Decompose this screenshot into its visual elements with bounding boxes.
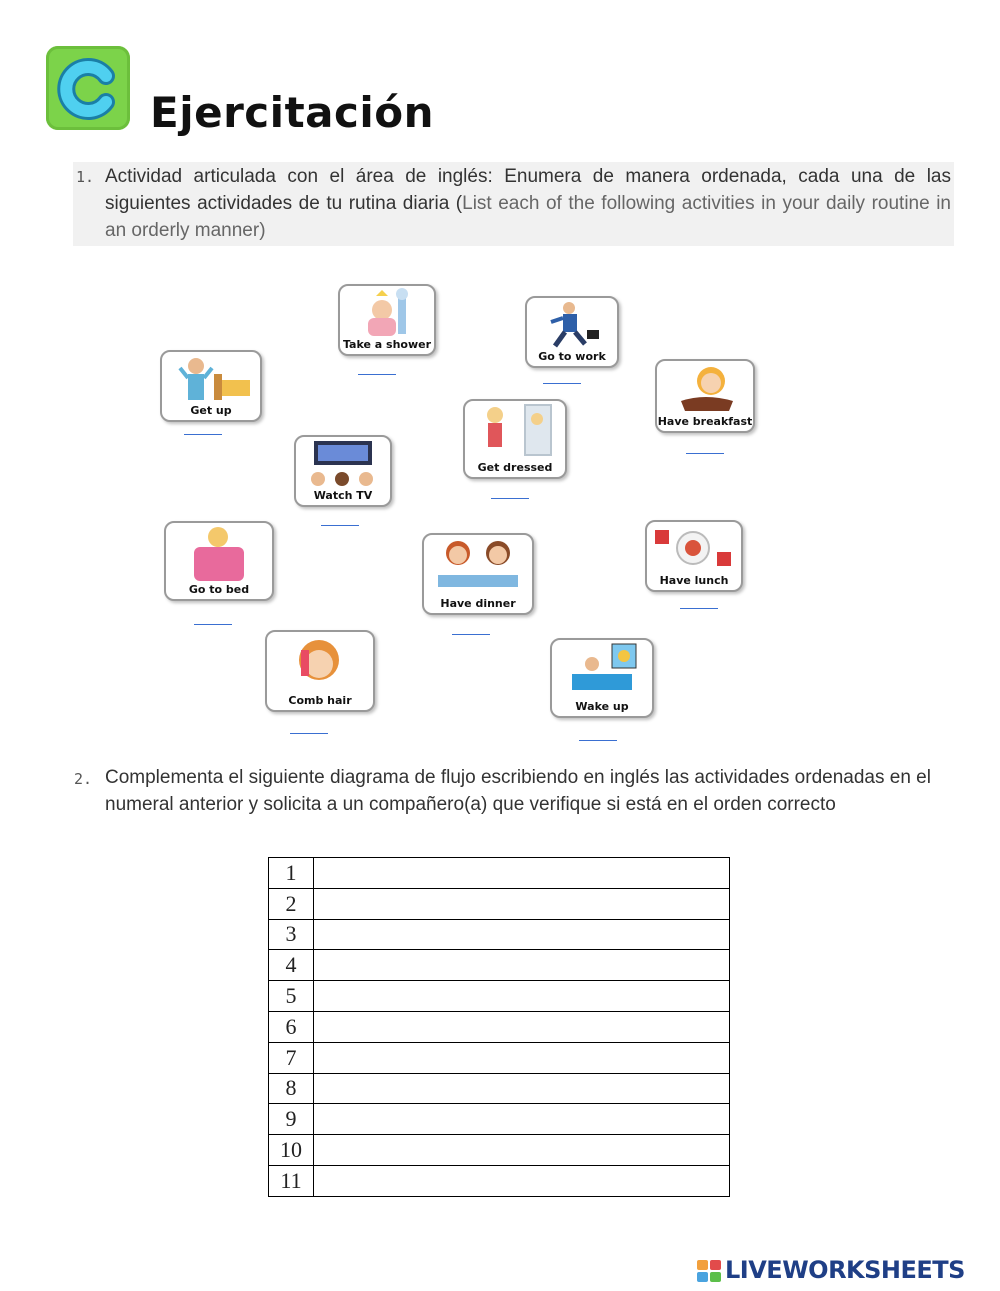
answer-cell[interactable] (314, 1042, 730, 1073)
table-row (269, 1104, 730, 1135)
answer-blank[interactable] (290, 733, 328, 734)
table-row (269, 919, 730, 950)
answer-table (268, 857, 730, 1197)
table-row (269, 1135, 730, 1166)
activity-card-go-to-work: Go to work (525, 296, 619, 368)
row-number: 7 (269, 1042, 314, 1073)
page-title: Ejercitación (150, 88, 435, 137)
row-number: 4 (269, 950, 314, 981)
activity-card-wake-up: Wake up (550, 638, 654, 718)
answer-blank[interactable] (358, 374, 396, 375)
row-number: 1 (269, 858, 314, 889)
answer-blank[interactable] (680, 608, 718, 609)
activity-card-have-breakfast: Have breakfast (655, 359, 755, 433)
color-blocks-icon (697, 1260, 723, 1282)
table-row (269, 858, 730, 889)
question-1-text: Actividad articulada con el área de inglés: Enumera de manera ordenada, cada una de las siguientes actividades de tu rutina diaria (List each of the following activities in your daily routine in an orderly manner) (105, 166, 951, 241)
table-row (269, 1042, 730, 1073)
activity-card-comb-hair: Comb hair (265, 630, 375, 712)
answer-blank[interactable] (579, 740, 617, 741)
answer-cell[interactable] (314, 919, 730, 950)
answer-blank[interactable] (194, 624, 232, 625)
table-row (269, 981, 730, 1012)
row-number: 2 (269, 888, 314, 919)
row-number: 10 (269, 1135, 314, 1166)
answer-cell[interactable] (314, 1135, 730, 1166)
question-1-number: 1. (76, 168, 95, 186)
answer-cell[interactable] (314, 1011, 730, 1042)
row-number: 11 (269, 1165, 314, 1196)
answer-cell[interactable] (314, 1073, 730, 1104)
table-row (269, 1011, 730, 1042)
row-number: 6 (269, 1011, 314, 1042)
answer-blank[interactable] (452, 634, 490, 635)
activity-card-watch-tv: Watch TV (294, 435, 392, 507)
row-number: 3 (269, 919, 314, 950)
table-row (269, 1073, 730, 1104)
answer-blank[interactable] (321, 525, 359, 526)
table-row (269, 1165, 730, 1196)
answer-cell[interactable] (314, 1165, 730, 1196)
row-number: 5 (269, 981, 314, 1012)
table-row (269, 950, 730, 981)
answer-blank[interactable] (543, 383, 581, 384)
answer-cell[interactable] (314, 888, 730, 919)
activity-card-take-a-shower: Take a shower (338, 284, 436, 356)
row-number: 8 (269, 1073, 314, 1104)
answer-cell[interactable] (314, 1104, 730, 1135)
answer-cell[interactable] (314, 981, 730, 1012)
activity-card-have-lunch: Have lunch (645, 520, 743, 592)
activity-card-have-dinner: Have dinner (422, 533, 534, 615)
row-number: 9 (269, 1104, 314, 1135)
activity-card-go-to-bed: Go to bed (164, 521, 274, 601)
logo-icon (46, 46, 130, 130)
answer-cell[interactable] (314, 950, 730, 981)
answer-cell[interactable] (314, 858, 730, 889)
activity-card-get-up: Get up (160, 350, 262, 422)
question-1 (73, 162, 954, 246)
brand-name: LIVEWORKSHEETS (725, 1256, 965, 1284)
table-row (269, 888, 730, 919)
question-2-number: 2. (74, 770, 93, 788)
answer-blank[interactable] (491, 498, 529, 499)
answer-blank[interactable] (686, 453, 724, 454)
question-2-text: Complementa el siguiente diagrama de flujo escribiendo en inglés las actividades ordenadas en el numeral anterior y solicita a un compañero(a) que verifique si está en el orden correcto (105, 767, 931, 815)
activity-card-get-dressed: Get dressed (463, 399, 567, 479)
question-1-translation: List each of the following activities in your daily routine in an orderly manner) (105, 193, 951, 241)
answer-blank[interactable] (184, 434, 222, 435)
